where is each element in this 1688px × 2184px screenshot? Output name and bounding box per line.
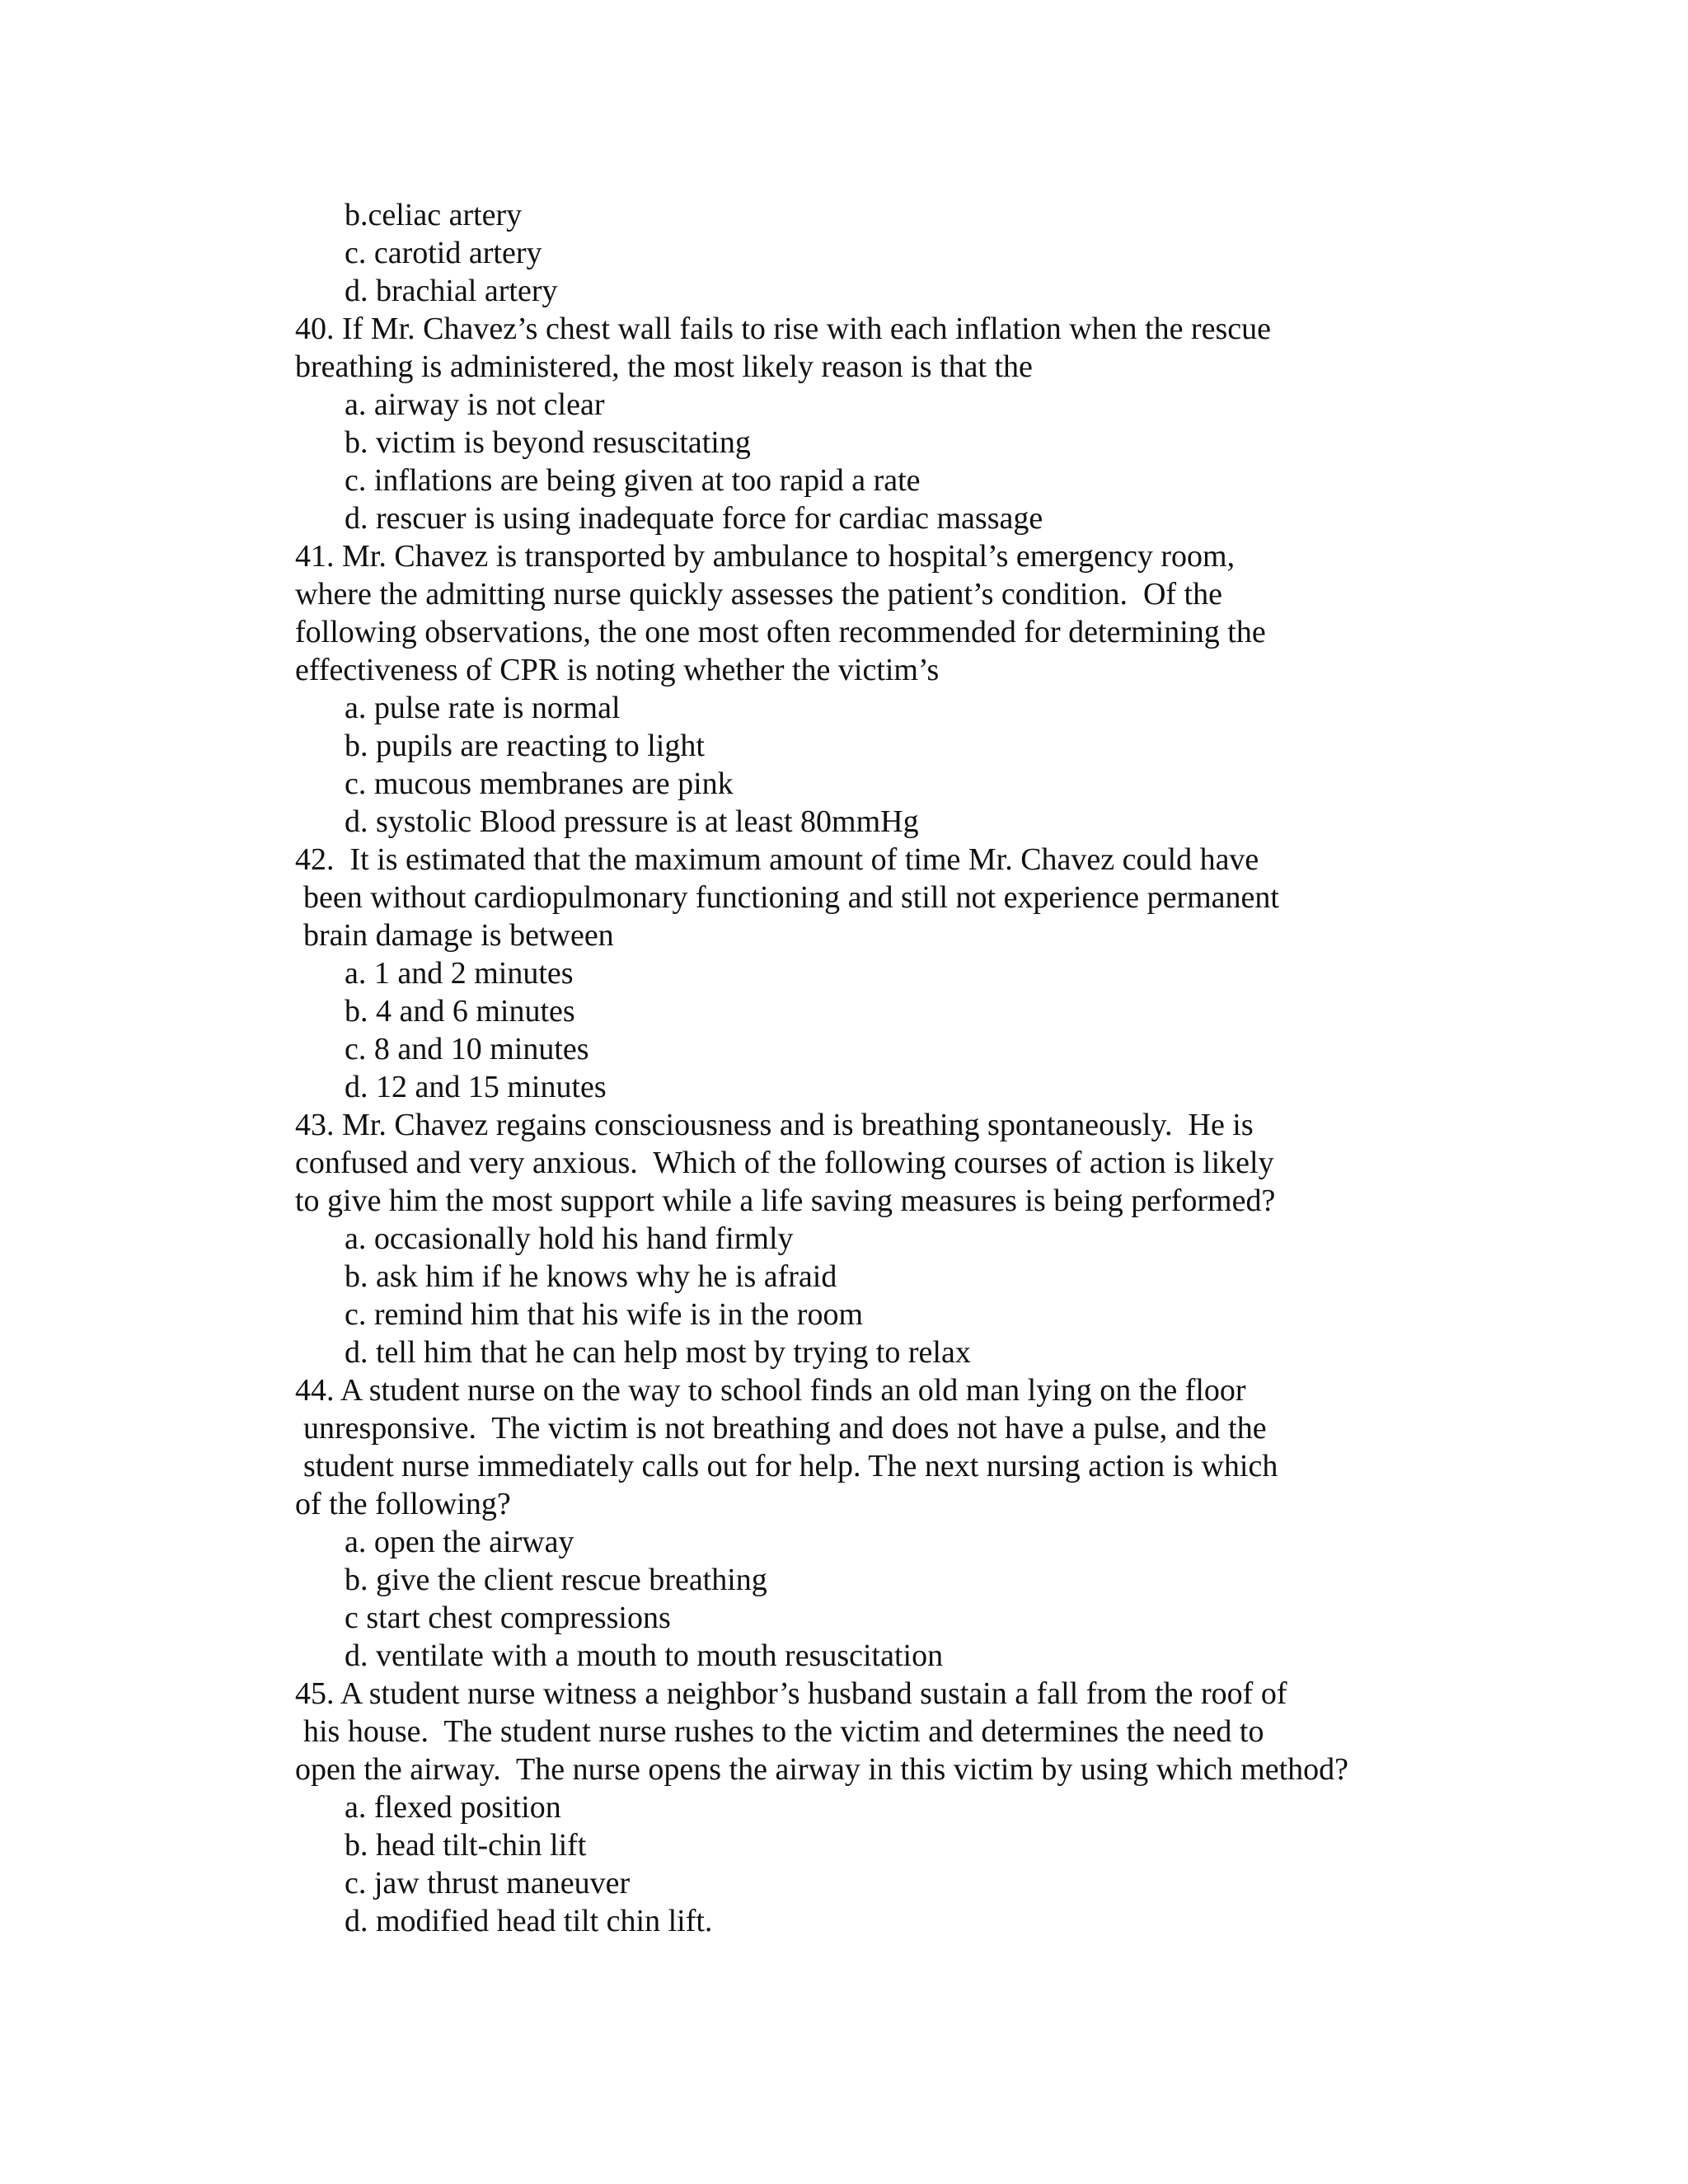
q39-option-c: c. carotid artery: [345, 236, 542, 270]
q41-option-a: a. pulse rate is normal: [345, 691, 621, 725]
q45-option-c: c. jaw thrust maneuver: [345, 1866, 631, 1900]
q42-option-b: b. 4 and 6 minutes: [345, 994, 575, 1029]
q43-option-c: c. remind him that his wife is in the room: [345, 1297, 864, 1332]
q39-option-d: d. brachial artery: [345, 274, 558, 308]
q40-option-c: c. inflations are being given at too rapid a rate: [345, 463, 921, 498]
q41-text-line-4: effectiveness of CPR is noting whether the victim’s: [295, 653, 940, 687]
q45-text-line-3: open the airway. The nurse opens the airway in this victim by using which method?: [295, 1752, 1348, 1787]
q43-text-line-1: 43. Mr. Chavez regains consciousness and is breathing spontaneously. He is: [295, 1108, 1254, 1142]
q39-option-b: b.celiac artery: [345, 198, 523, 232]
q44-text-line-4: of the following?: [295, 1487, 511, 1521]
q42-text-line-1: 42. It is estimated that the maximum amount of time Mr. Chavez could have: [295, 842, 1259, 877]
q45-text-line-2: his house. The student nurse rushes to the victim and determines the need to: [303, 1714, 1264, 1749]
q43-text-line-3: to give him the most support while a life saving measures is being performed?: [295, 1183, 1276, 1218]
q42-option-a: a. 1 and 2 minutes: [345, 956, 574, 991]
q41-text-line-1: 41. Mr. Chavez is transported by ambulance to hospital’s emergency room,: [295, 539, 1236, 574]
q44-text-line-3: student nurse immediately calls out for help. The next nursing action is which: [303, 1449, 1278, 1483]
q44-option-a: a. open the airway: [345, 1525, 574, 1559]
q40-option-a: a. airway is not clear: [345, 387, 605, 422]
q43-text-line-2: confused and very anxious. Which of the following courses of action is likely: [295, 1146, 1274, 1180]
q40-option-b: b. victim is beyond resuscitating: [345, 425, 751, 460]
q41-option-b: b. pupils are reacting to light: [345, 729, 705, 763]
q41-option-d: d. systolic Blood pressure is at least 80mmHg: [345, 804, 919, 839]
q44-option-b: b. give the client rescue breathing: [345, 1563, 767, 1597]
q44-option-d: d. ventilate with a mouth to mouth resuscitation: [345, 1638, 944, 1673]
q42-text-line-2: been without cardiopulmonary functioning and still not experience permanent: [303, 880, 1279, 915]
q40-text-line-1: 40. If Mr. Chavez’s chest wall fails to rise with each inflation when the rescue: [295, 312, 1271, 346]
q43-option-b: b. ask him if he knows why he is afraid: [345, 1259, 837, 1294]
q44-text-line-2: unresponsive. The victim is not breathing and does not have a pulse, and the: [303, 1411, 1267, 1446]
q43-option-a: a. occasionally hold his hand firmly: [345, 1221, 794, 1256]
q45-option-a: a. flexed position: [345, 1790, 561, 1825]
q42-text-line-3: brain damage is between: [303, 918, 614, 953]
q44-option-c: c start chest compressions: [345, 1601, 671, 1635]
q42-option-d: d. 12 and 15 minutes: [345, 1070, 607, 1104]
q41-text-line-2: where the admitting nurse quickly assesses the patient’s condition. Of the: [295, 577, 1222, 612]
q41-text-line-3: following observations, the one most often recommended for determining the: [295, 615, 1266, 649]
q45-option-b: b. head tilt-chin lift: [345, 1828, 587, 1863]
q40-option-d: d. rescuer is using inadequate force for cardiac massage: [345, 501, 1043, 536]
q44-text-line-1: 44. A student nurse on the way to school finds an old man lying on the floor: [295, 1373, 1246, 1408]
q45-option-d: d. modified head tilt chin lift.: [345, 1904, 713, 1938]
q43-option-d: d. tell him that he can help most by trying to relax: [345, 1335, 971, 1370]
q40-text-line-2: breathing is administered, the most likely reason is that the: [295, 349, 1033, 384]
q42-option-c: c. 8 and 10 minutes: [345, 1032, 589, 1066]
q45-text-line-1: 45. A student nurse witness a neighbor’s husband sustain a fall from the roof of: [295, 1676, 1287, 1711]
q41-option-c: c. mucous membranes are pink: [345, 766, 734, 801]
